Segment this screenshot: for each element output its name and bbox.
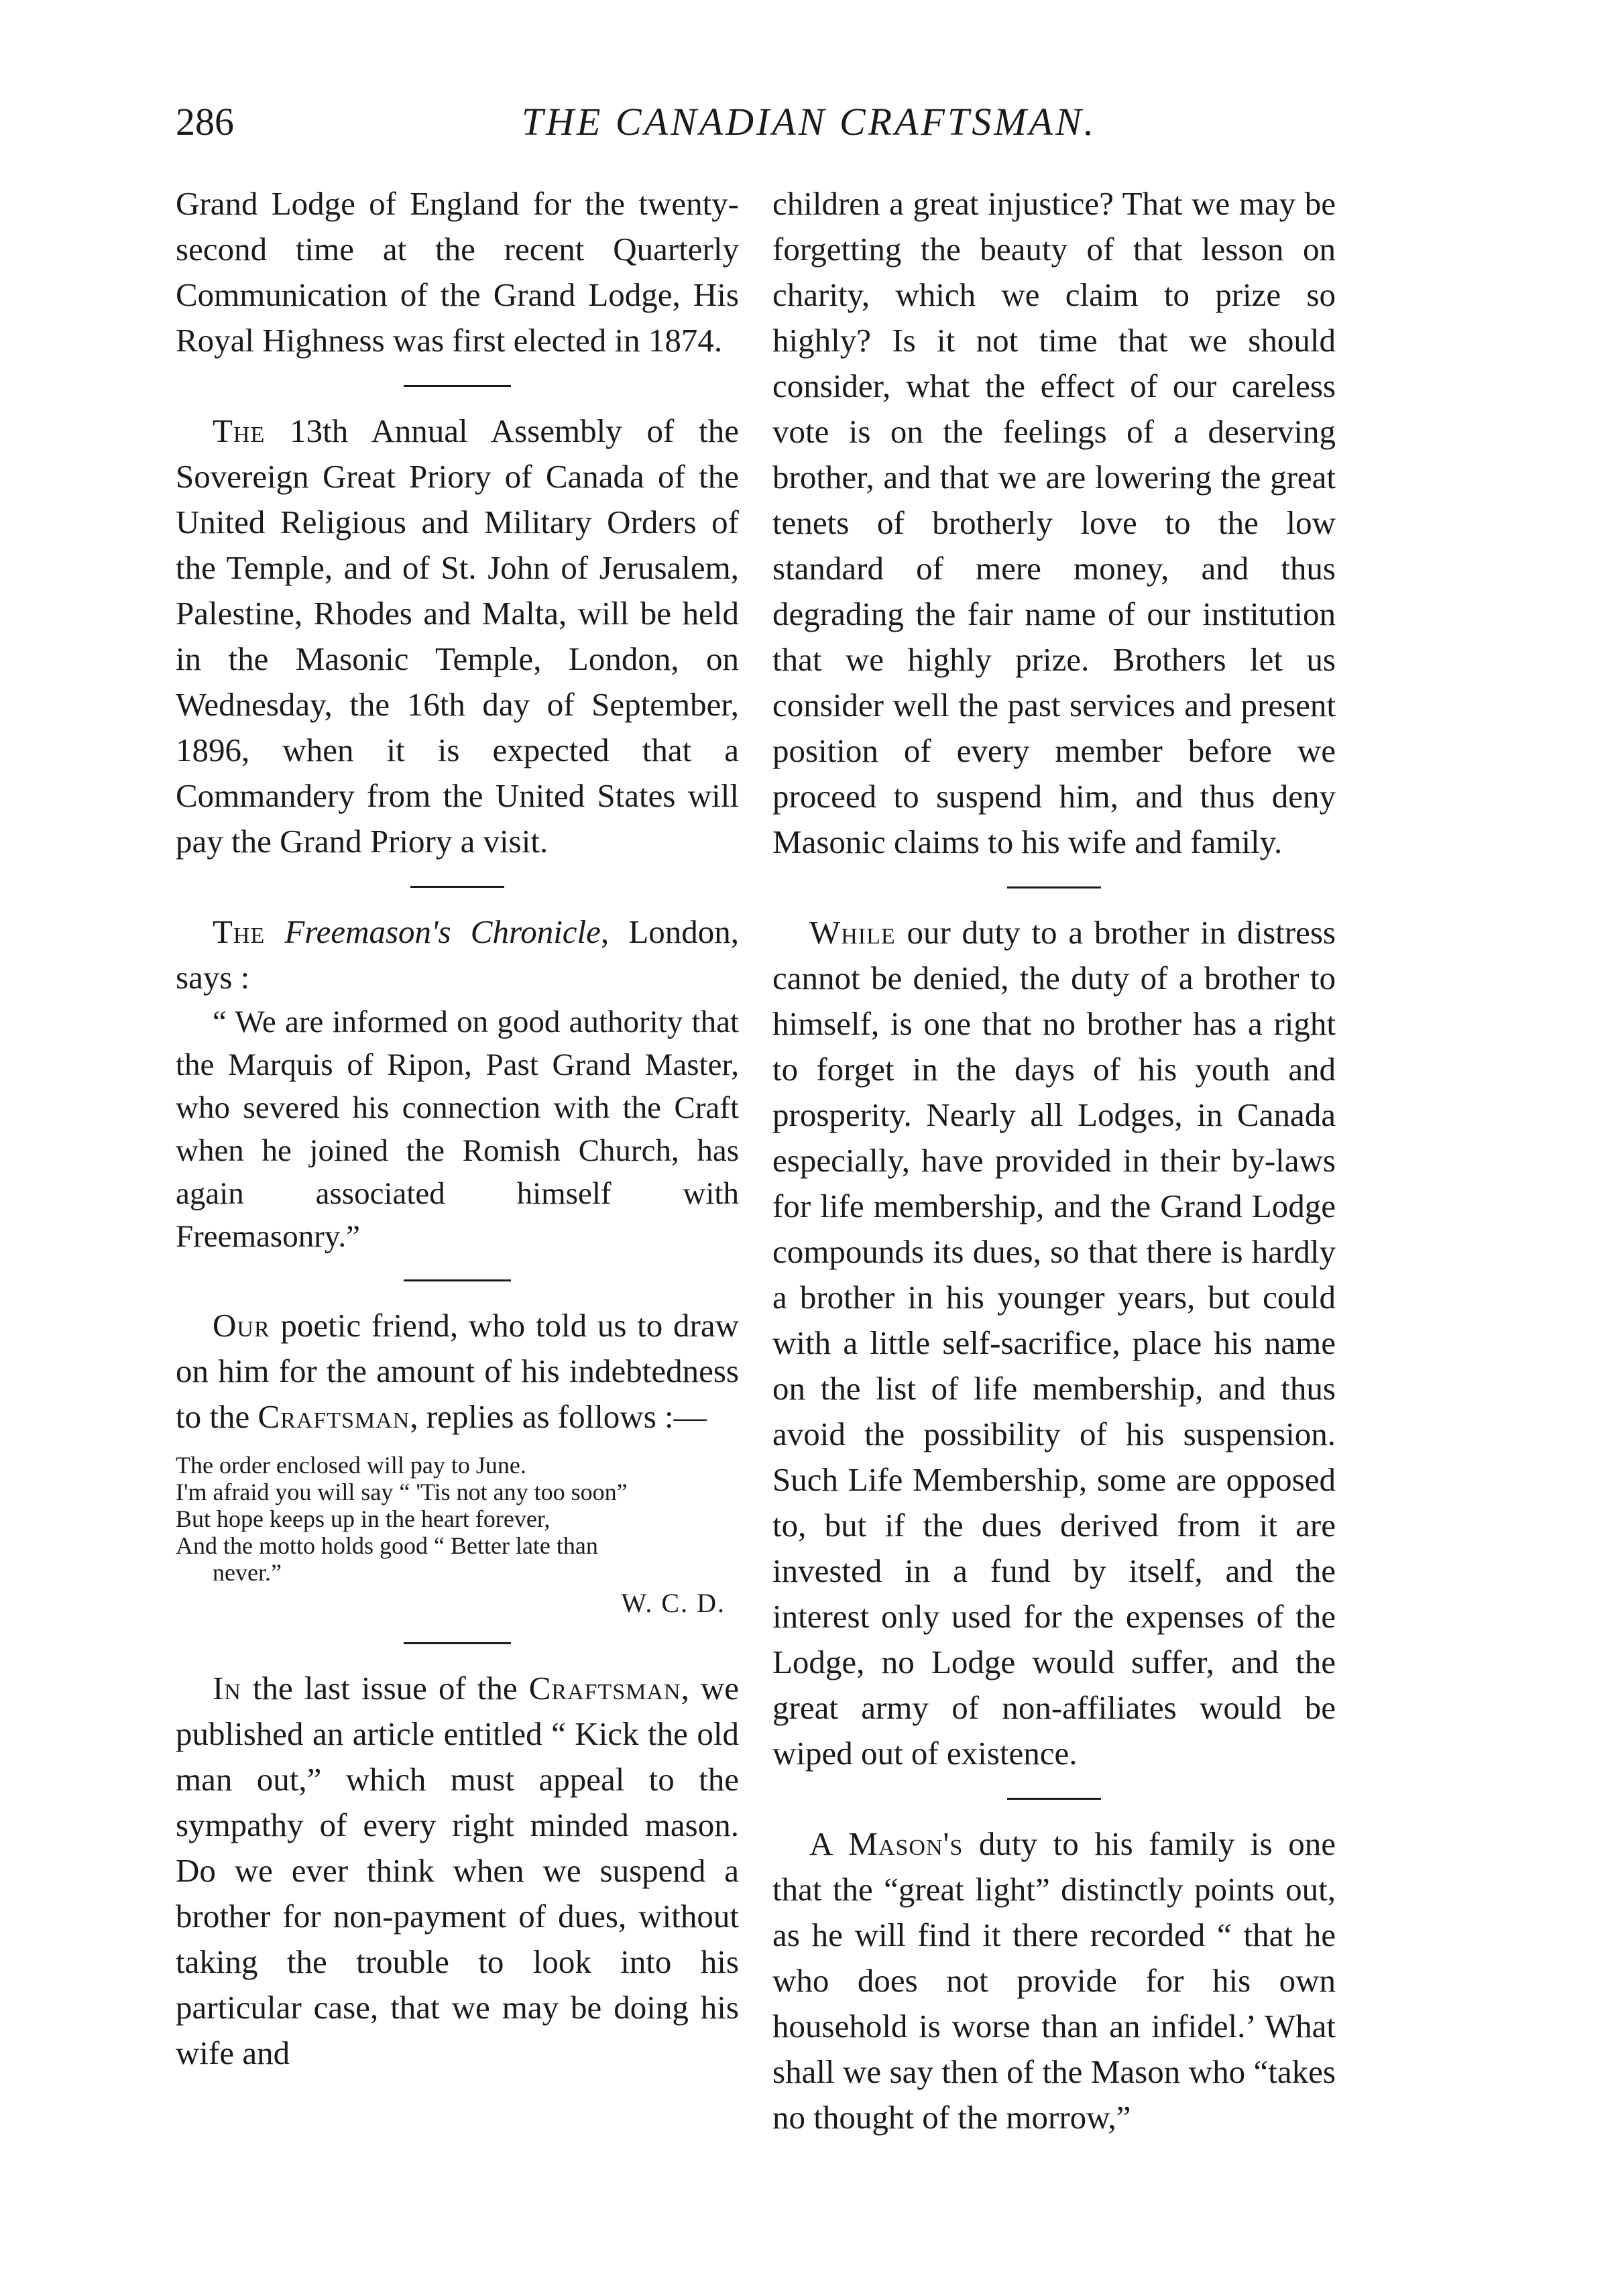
paragraph-text: poetic friend, who told us to draw on him for the amount of his indebtedness to the <box>176 1307 739 1435</box>
lead-word: In <box>213 1670 241 1707</box>
page-number: 286 <box>176 100 234 144</box>
chronicle-quote: “ We are informed on good authority that the Marquis of Ripon, Past Grand Master, who severed his connection with the Craft when he joined the Romish Church, has again associated himself with Freemasonry.” <box>176 1005 739 1254</box>
section-divider <box>1007 1798 1101 1800</box>
lead-word: The <box>213 913 266 950</box>
page-header <box>0 95 1618 149</box>
paragraph-text: , replies as follows :— <box>410 1398 707 1435</box>
craftsman-name: Craftsman <box>257 1398 410 1435</box>
poem-line: And the motto holds good “ Better late than <box>176 1532 598 1559</box>
lead-word: Our <box>213 1307 270 1344</box>
paragraph-text: the last issue of the <box>241 1670 529 1707</box>
section-divider <box>404 1642 511 1644</box>
lead-word: A Mason's <box>809 1825 964 1862</box>
poem-line: never.” <box>213 1559 282 1586</box>
right-column <box>772 181 1336 2140</box>
signature: W. C. D. <box>621 1588 726 1618</box>
left-column <box>176 181 739 2076</box>
section-divider <box>404 385 511 387</box>
paragraph-text: our duty to a brother in distress cannot be denied, the duty of a brother to himself, is one that no brother has a right to forget in the days of his youth and prosperity. Nearly all Lodges, in Canada especially, have provided in their by-laws for life membership, and the Grand Lodge compounds its dues, so that there is hardly a brother in his younger years, but could with a little self-sacrifice, place his name on the list of life membership, and thus avoid the possibility of his suspension. Such Life Membership, some are opposed to, but if the dues derived from it are invested in a fund by itself, and the interest only used for the expenses of the Lodge, no Lodge would suffer, and the great army of non-affiliates would be wiped out of existence. <box>772 914 1336 1772</box>
paragraph-life-membership <box>772 910 1336 1776</box>
paragraph-masons-duty <box>772 1821 1336 2140</box>
paragraph-chronicle-intro <box>176 909 739 1000</box>
poem-line: The order enclosed will pay to June. <box>176 1452 526 1479</box>
section-divider <box>410 886 504 888</box>
publication-title: Freemason's Chronicle <box>284 913 601 950</box>
lead-word: The <box>213 412 266 449</box>
paragraph-text: 13th Annual Assembly of the Sovereign Great Priory of Canada of the United Religious and Military Orders of the Temple, and of St. John of Jerusalem, Palestine, Rhodes and Malta, will be held in the Masonic Temple, London, on Wednesday, the 16th day of September, 1896, when it is expected that a Commandery from the United States will pay the Grand Priory a visit. <box>176 412 739 860</box>
paragraph-text: duty to his family is one that the “great light” distinctly points out, as he will find it there recorded “ that he who does not provide for his own household is worse than an infidel.’ What shall we say then of the Mason who “takes no thought of the morrow,” <box>772 1825 1336 2136</box>
paragraph-poetic-friend <box>176 1303 739 1440</box>
paragraph-continued: Grand Lodge of England for the twenty-second time at the recent Quarterly Communication of the Grand Lodge, His Royal Highness was first elected in 1874. <box>176 185 739 359</box>
poem-line: But hope keeps up in the heart forever, <box>176 1505 551 1532</box>
section-divider <box>1007 886 1101 888</box>
paragraph-great-priory <box>176 408 739 864</box>
paragraph-text: , London, says : <box>176 913 740 996</box>
running-title: THE CANADIAN CRAFTSMAN. <box>521 100 1097 144</box>
craftsman-name: Craftsman <box>528 1670 681 1707</box>
paragraph-continued: children a great injustice? That we may be forgetting the beauty of that lesson on charity, which we claim to prize so highly? Is it not time that we should consider, what the effect of our careless vote is on the feelings of a deserving brother, and that we are lowering the great tenets of brotherly love to the low standard of mere money, and thus degrading the fair name of our institution that we highly prize. Brothers let us consider well the past services and present position of every member before we proceed to suspend him, and thus deny Masonic claims to his wife and family. <box>772 185 1336 860</box>
section-divider <box>404 1279 511 1281</box>
paragraph-kick-old-man <box>176 1666 739 2076</box>
paragraph-text: , we published an article entitled “ Kick the old man out,” which must appeal to the sympathy of every right minded mason. Do we ever think when we suspend a brother for non-payment of dues, without taking the trouble to look into his particular case, that we may be doing his wife and <box>176 1670 739 2071</box>
poem <box>176 1452 739 1586</box>
lead-word: While <box>809 914 896 951</box>
poem-line: I'm afraid you will say “ 'Tis not any too soon” <box>176 1479 628 1505</box>
